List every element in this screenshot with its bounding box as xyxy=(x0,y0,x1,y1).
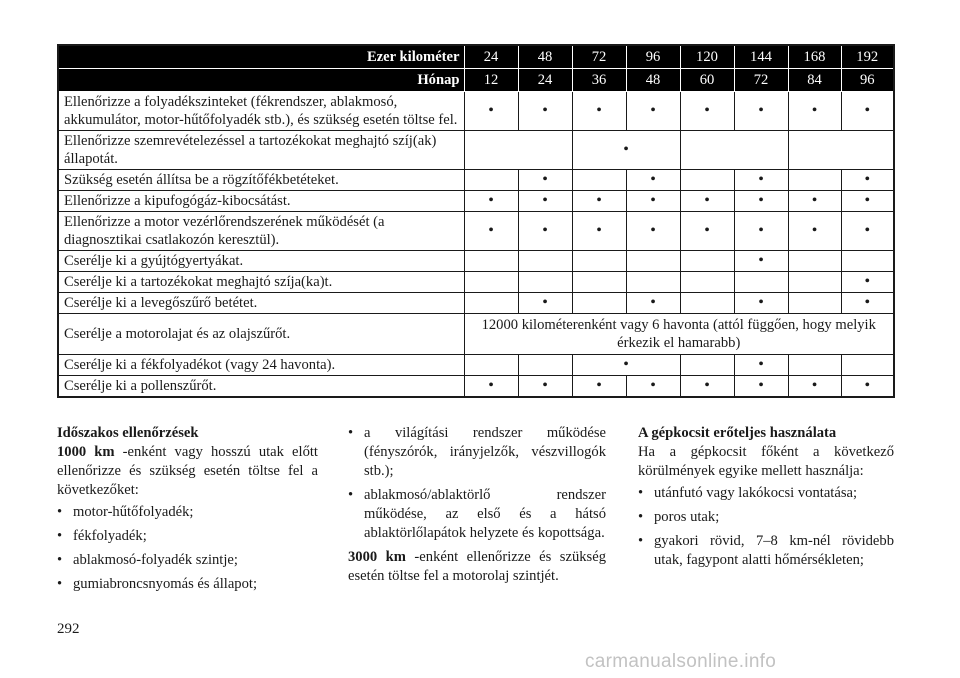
periodic-checks-list xyxy=(57,503,318,594)
month-value: 24 xyxy=(518,69,572,92)
service-mark: • xyxy=(680,92,734,131)
list-item xyxy=(57,575,318,594)
service-mark: • xyxy=(464,92,518,131)
maintenance-schedule-table xyxy=(57,44,895,398)
service-mark: • xyxy=(626,293,680,314)
empty-cell xyxy=(841,251,894,272)
service-mark: • xyxy=(464,212,518,251)
month-value: 60 xyxy=(680,69,734,92)
service-mark: • xyxy=(518,191,572,212)
km-value: 24 xyxy=(464,45,518,69)
service-mark: • xyxy=(788,212,841,251)
bullet-icon: • xyxy=(638,485,644,501)
month-value: 72 xyxy=(734,69,788,92)
km-value: 120 xyxy=(680,45,734,69)
service-mark: • xyxy=(626,170,680,191)
km-header-row xyxy=(58,45,894,69)
service-mark: • xyxy=(572,92,626,131)
periodic-checks-heading: Időszakos ellenőrzések xyxy=(57,425,199,441)
task-cell: Ellenőrizze szemrevételezéssel a tartozékokat meghajtó szíj(ak) állapotát. xyxy=(58,131,464,170)
task-cell: Ellenőrizze a folyadékszinteket (fékrendszer, ablakmosó, akkumulátor, motor-hűtőfolyadék stb.), és szükség esetén töltse fel. xyxy=(58,92,464,131)
empty-cell xyxy=(464,131,572,170)
service-mark: • xyxy=(626,212,680,251)
interval-note-cell: 12000 kilométerenként vagy 6 havonta (attól függően, hogy melyik érkezik el hamarabb) xyxy=(464,314,894,355)
interval-1000km: 1000 km xyxy=(57,444,115,460)
table-row xyxy=(58,272,894,293)
empty-cell xyxy=(788,170,841,191)
km-value: 96 xyxy=(626,45,680,69)
list-item-text: motor-hűtőfolyadék; xyxy=(73,504,194,520)
empty-cell xyxy=(680,131,788,170)
list-item-text: ablakmosó/ablaktörlő rendszer működése, az első és a hátsó ablaktörlőlapátok helyzete és kopottsága. xyxy=(364,487,606,541)
empty-cell xyxy=(626,251,680,272)
service-mark: • xyxy=(734,355,788,376)
month-value: 12 xyxy=(464,69,518,92)
table-row xyxy=(58,376,894,398)
heavy-use-heading: A gépkocsit erőteljes használata xyxy=(638,425,837,441)
service-mark: • xyxy=(518,212,572,251)
empty-cell xyxy=(680,272,734,293)
list-item-text: fékfolyadék; xyxy=(73,528,147,544)
empty-cell xyxy=(572,293,626,314)
bullet-icon: • xyxy=(348,425,354,441)
empty-cell xyxy=(734,272,788,293)
service-mark: • xyxy=(572,131,680,170)
bullet-icon: • xyxy=(57,552,63,568)
table-row xyxy=(58,131,894,170)
service-mark: • xyxy=(518,376,572,398)
list-item xyxy=(638,484,894,503)
bullet-icon: • xyxy=(57,504,63,520)
task-cell: Cserélje a motorolajat és az olajszűrőt. xyxy=(58,314,464,355)
table-row xyxy=(58,251,894,272)
empty-cell xyxy=(464,293,518,314)
list-item xyxy=(638,532,894,570)
service-mark: • xyxy=(841,92,894,131)
heavy-use-column xyxy=(638,424,894,575)
oil-check-text: -enként ellenőrizze és szükség esetén töltse fel a motorolaj szintjét. xyxy=(348,549,606,584)
heavy-use-list xyxy=(638,484,894,570)
task-cell: Cserélje ki a pollenszűrőt. xyxy=(58,376,464,398)
service-mark: • xyxy=(734,293,788,314)
periodic-checks-intro xyxy=(57,443,318,500)
month-value: 84 xyxy=(788,69,841,92)
month-header-row xyxy=(58,69,894,92)
periodic-checks-intro-text: -enként vagy hosszú utak előtt ellenőrizze és szükség esetén töltse fel a következőket: xyxy=(57,444,318,498)
service-mark: • xyxy=(788,376,841,398)
periodic-checks-continued-column xyxy=(348,424,606,589)
table-row xyxy=(58,293,894,314)
service-mark: • xyxy=(572,191,626,212)
service-mark: • xyxy=(841,376,894,398)
service-mark: • xyxy=(680,212,734,251)
site-watermark: carmanualsonline.info xyxy=(585,651,777,672)
km-value: 72 xyxy=(572,45,626,69)
task-cell: Ellenőrizze a motor vezérlőrendszerének működését (a diagnosztikai csatlakozón keresztül). xyxy=(58,212,464,251)
task-cell: Cserélje ki a levegőszűrő betétet. xyxy=(58,293,464,314)
service-mark: • xyxy=(572,376,626,398)
list-item-text: gyakori rövid, 7–8 km-nél rövidebb utak, fagypont alatti hőmérsékleten; xyxy=(654,533,894,568)
km-value: 48 xyxy=(518,45,572,69)
table-row xyxy=(58,314,894,355)
periodic-checks-list-continued xyxy=(348,424,606,543)
km-value: 144 xyxy=(734,45,788,69)
empty-cell xyxy=(464,355,518,376)
service-mark: • xyxy=(734,170,788,191)
service-mark: • xyxy=(734,92,788,131)
empty-cell xyxy=(680,293,734,314)
empty-cell xyxy=(518,355,572,376)
task-cell: Szükség esetén állítsa be a rögzítőfékbetéteket. xyxy=(58,170,464,191)
heavy-use-intro: Ha a gépkocsit főként a következő körülmények egyike mellett használja: xyxy=(638,444,894,479)
service-mark: • xyxy=(626,92,680,131)
list-item-text: poros utak; xyxy=(654,509,720,525)
list-item xyxy=(57,551,318,570)
empty-cell xyxy=(572,272,626,293)
month-value: 36 xyxy=(572,69,626,92)
empty-cell xyxy=(518,272,572,293)
service-mark: • xyxy=(788,191,841,212)
table-row xyxy=(58,212,894,251)
empty-cell xyxy=(680,170,734,191)
bullet-icon: • xyxy=(348,487,354,503)
empty-cell xyxy=(788,251,841,272)
empty-cell xyxy=(464,251,518,272)
task-cell: Cserélje ki a tartozékokat meghajtó szíja(ka)t. xyxy=(58,272,464,293)
table-row xyxy=(58,170,894,191)
empty-cell xyxy=(788,293,841,314)
empty-cell xyxy=(626,272,680,293)
service-mark: • xyxy=(734,212,788,251)
bullet-icon: • xyxy=(57,528,63,544)
service-mark: • xyxy=(518,92,572,131)
service-mark: • xyxy=(572,212,626,251)
service-mark: • xyxy=(841,212,894,251)
list-item xyxy=(348,486,606,543)
bullet-icon: • xyxy=(57,576,63,592)
list-item-text: utánfutó vagy lakókocsi vontatása; xyxy=(654,485,858,501)
bullet-icon: • xyxy=(638,509,644,525)
table-row xyxy=(58,355,894,376)
empty-cell xyxy=(572,170,626,191)
empty-cell xyxy=(518,251,572,272)
empty-cell xyxy=(788,272,841,293)
service-mark: • xyxy=(518,293,572,314)
month-value: 96 xyxy=(841,69,894,92)
service-mark: • xyxy=(734,191,788,212)
service-mark: • xyxy=(626,376,680,398)
empty-cell xyxy=(841,355,894,376)
empty-cell xyxy=(680,355,734,376)
service-mark: • xyxy=(734,376,788,398)
empty-cell xyxy=(572,251,626,272)
service-mark: • xyxy=(464,376,518,398)
service-mark: • xyxy=(841,293,894,314)
service-mark: • xyxy=(464,191,518,212)
month-header-label: Hónap xyxy=(58,69,464,92)
km-header-label: Ezer kilométer xyxy=(58,45,464,69)
oil-check-paragraph xyxy=(348,548,606,586)
task-cell: Ellenőrizze a kipufogógáz-kibocsátást. xyxy=(58,191,464,212)
service-mark: • xyxy=(626,191,680,212)
list-item-text: a világítási rendszer működése (fényszórók, irányjelzők, vészvillogók stb.); xyxy=(364,425,606,479)
list-item xyxy=(57,503,318,522)
service-mark: • xyxy=(734,251,788,272)
km-value: 168 xyxy=(788,45,841,69)
table-row xyxy=(58,92,894,131)
empty-cell xyxy=(788,355,841,376)
service-mark: • xyxy=(572,355,680,376)
service-mark: • xyxy=(680,376,734,398)
month-value: 48 xyxy=(626,69,680,92)
bullet-icon: • xyxy=(638,533,644,549)
service-mark: • xyxy=(841,191,894,212)
list-item xyxy=(348,424,606,481)
list-item-text: ablakmosó-folyadék szintje; xyxy=(73,552,238,568)
empty-cell xyxy=(464,170,518,191)
periodic-checks-column xyxy=(57,424,318,599)
task-cell: Cserélje ki a gyújtógyertyákat. xyxy=(58,251,464,272)
service-mark: • xyxy=(518,170,572,191)
service-mark: • xyxy=(841,272,894,293)
interval-3000km: 3000 km xyxy=(348,549,406,565)
table-row xyxy=(58,191,894,212)
task-cell: Cserélje ki a fékfolyadékot (vagy 24 havonta). xyxy=(58,355,464,376)
service-mark: • xyxy=(841,170,894,191)
list-item xyxy=(57,527,318,546)
empty-cell xyxy=(788,131,894,170)
empty-cell xyxy=(464,272,518,293)
list-item-text: gumiabroncsnyomás és állapot; xyxy=(73,576,258,592)
list-item xyxy=(638,508,894,527)
service-mark: • xyxy=(680,191,734,212)
km-value: 192 xyxy=(841,45,894,69)
service-mark: • xyxy=(788,92,841,131)
page-number: 292 xyxy=(57,621,80,637)
empty-cell xyxy=(680,251,734,272)
